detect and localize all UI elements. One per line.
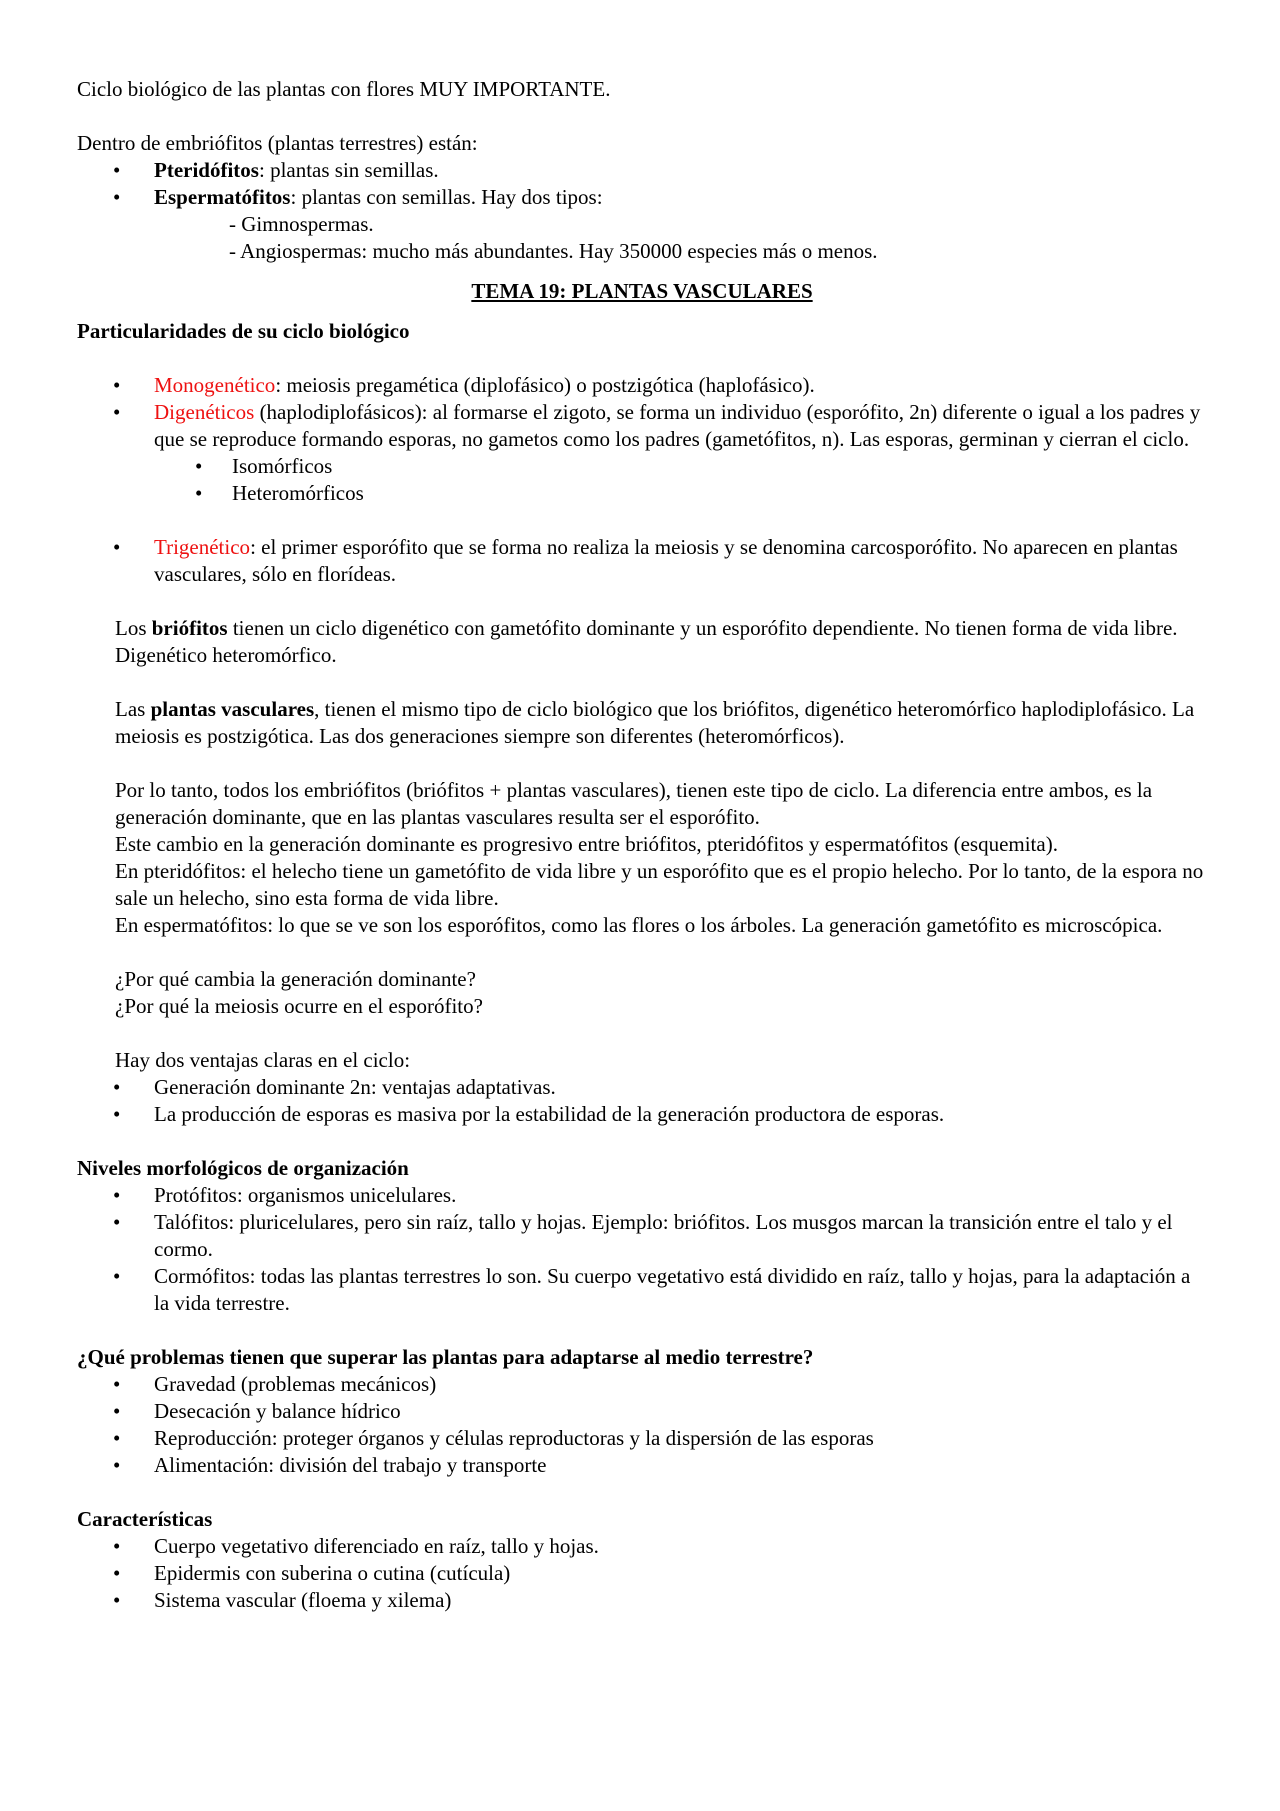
list-item: • Gravedad (problemas mecánicos) <box>77 1371 1207 1398</box>
list-item: • Epidermis con suberina o cutina (cutícula) <box>77 1560 1207 1587</box>
features-list <box>77 1533 1207 1614</box>
problems-list <box>77 1371 1207 1479</box>
list-item: • Cuerpo vegetativo diferenciado en raíz, tallo y hojas. <box>77 1533 1207 1560</box>
paragraph: En pteridófitos: el helecho tiene un gametófito de vida libre y un esporófito que es el propio helecho. Por lo tanto, de la espora no sale un helecho, sino esta forma de vida libre. <box>115 859 1204 910</box>
list-item: • Cormófitos: todas las plantas terrestres lo son. Su cuerpo vegetativo está dividido en raíz, tallo y hojas, para la adaptación a la vida terrestre. <box>77 1263 1207 1317</box>
list-item: • Digenéticos (haplodiplofásicos): al formarse el zigoto, se forma un individuo (esporófito, 2n) diferente o igual a los padres y que se reproduce formando esporas, no gametos como los padres (gametófitos, n). Las esporas, germinan y cierran el ciclo. <box>77 399 1207 453</box>
list-item: • Protófitos: organismos unicelulares. <box>77 1182 1207 1209</box>
page-title: TEMA 19: PLANTAS VASCULARES <box>471 279 813 303</box>
list-item: • Monogenético: meiosis pregamética (diplofásico) o postzigótica (haplofásico). <box>77 372 1207 399</box>
paragraph: Por lo tanto, todos los embriófitos (briófitos + plantas vasculares), tienen este tipo de ciclo. La diferencia entre ambos, es la generación dominante, que en las plantas vasculares resulta ser el esporófito. <box>115 778 1153 829</box>
paragraph-vasculares: Las plantas vasculares, tienen el mismo tipo de ciclo biológico que los briófitos, digenético heteromórfico haplodiplofásico. La meiosis es postzigótica. Las dos generaciones siempre son diferentes (heteromórficos). <box>115 697 1195 748</box>
paragraph: Este cambio en la generación dominante es progresivo entre briófitos, pteridófitos y espermatófitos (esquemita). <box>115 832 1058 856</box>
intro-line: Ciclo biológico de las plantas con flores MUY IMPORTANTE. <box>77 77 611 101</box>
list-item: • Talófitos: pluricelulares, pero sin raíz, tallo y hojas. Ejemplo: briófitos. Los musgos marcan la transición entre el talo y el cormo. <box>77 1209 1207 1263</box>
list-item: • La producción de esporas es masiva por la estabilidad de la generación productora de esporas. <box>77 1101 1207 1128</box>
list-item: • Generación dominante 2n: ventajas adaptativas. <box>77 1074 1207 1101</box>
intro-embriofitos: Dentro de embriófitos (plantas terrestres) están: <box>77 131 478 155</box>
section-heading: Niveles morfológicos de organización <box>77 1156 409 1180</box>
question: ¿Por qué la meiosis ocurre en el esporófito? <box>115 994 483 1018</box>
section-heading: Particularidades de su ciclo biológico <box>77 319 410 343</box>
list-item: • Desecación y balance hídrico <box>77 1398 1207 1425</box>
levels-list <box>77 1182 1207 1317</box>
section-heading: ¿Qué problemas tienen que superar las plantas para adaptarse al medio terrestre? <box>77 1345 814 1369</box>
sub-item: - Gimnospermas. <box>229 212 374 236</box>
section-heading: Características <box>77 1507 213 1531</box>
list-item: • Sistema vascular (floema y xilema) <box>77 1587 1207 1614</box>
question: ¿Por qué cambia la generación dominante? <box>115 967 476 991</box>
paragraph-briofitos: Los briófitos tienen un ciclo digenético con gametófito dominante y un esporófito dependiente. No tienen forma de vida libre. Digenético heteromórfico. <box>115 616 1178 667</box>
list-item: • Espermatófitos: plantas con semillas. Hay dos tipos: <box>77 184 1207 211</box>
embriofitos-list <box>77 157 1207 211</box>
list-item: • Reproducción: proteger órganos y células reproductoras y la dispersión de las esporas <box>77 1425 1207 1452</box>
list-item: • Isomórficos <box>77 453 1207 480</box>
list-item: • Heteromórficos <box>77 480 1207 507</box>
sub-item: - Angiospermas: mucho más abundantes. Hay 350000 especies más o menos. <box>229 239 878 263</box>
cycle-list-2 <box>77 534 1207 588</box>
cycle-list <box>77 372 1207 507</box>
paragraph: En espermatófitos: lo que se ve son los esporófitos, como las flores o los árboles. La generación gametófito es microscópica. <box>115 913 1163 937</box>
document-page <box>77 76 1207 1614</box>
advantages-intro: Hay dos ventajas claras en el ciclo: <box>115 1048 411 1072</box>
list-item: • Pteridófitos: plantas sin semillas. <box>77 157 1207 184</box>
list-item: • Alimentación: división del trabajo y transporte <box>77 1452 1207 1479</box>
advantages-list <box>77 1074 1207 1128</box>
list-item: • Trigenético: el primer esporófito que se forma no realiza la meiosis y se denomina carcosporófito. No aparecen en plantas vasculares, sólo en florídeas. <box>77 534 1207 588</box>
